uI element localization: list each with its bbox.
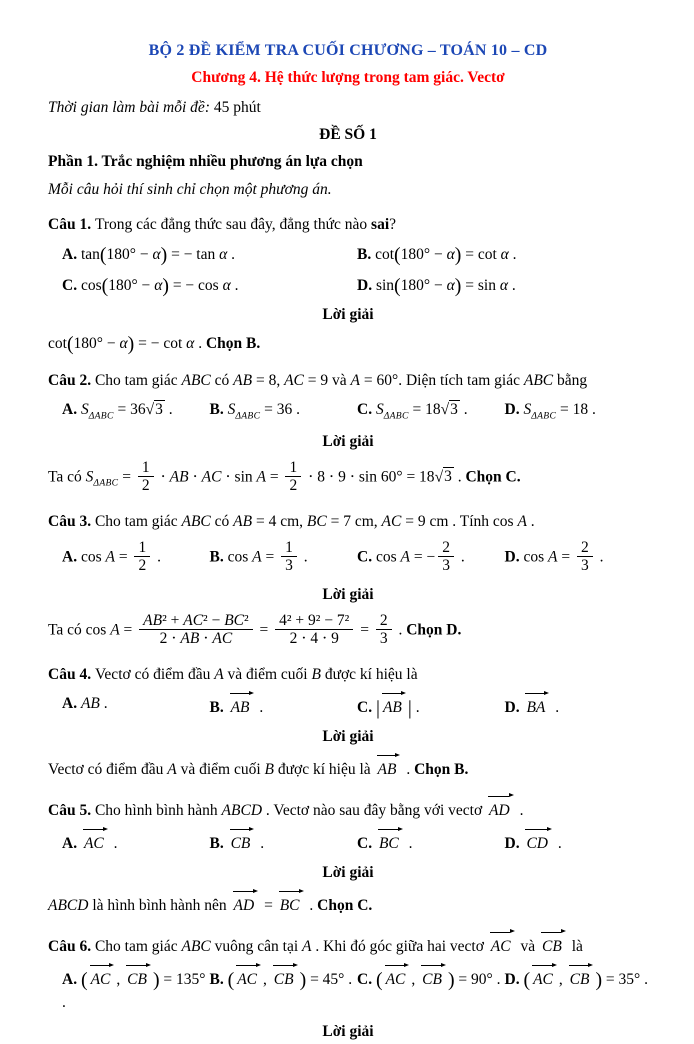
option-A: A. AC . <box>62 828 206 855</box>
options-grid <box>48 243 648 298</box>
option-A: A. AB . <box>62 694 108 712</box>
options-grid <box>48 398 648 424</box>
vector-arrow-overline: CB <box>230 829 254 855</box>
option-D: D. BA . <box>505 692 649 719</box>
solution-heading: Lời giải <box>322 1023 374 1041</box>
option-key: A. <box>62 970 81 988</box>
vector-arrow-overline: AC <box>83 829 107 855</box>
option-D: D. $S_{\Delta ABC} = 18$ . <box>504 400 596 422</box>
vector-arrow-overline: BA <box>525 693 548 719</box>
question-stem <box>48 795 648 822</box>
option-key: A. <box>62 834 81 852</box>
options-grid <box>48 539 648 577</box>
vector-arrow-overline: AC <box>236 965 260 991</box>
vector-arrow-overline: AD <box>488 796 513 822</box>
question-stem-runs: Cho tam giác ABC vuông cân tại A . Khi đó góc giữa hai vectơ AC và CB là <box>95 938 583 955</box>
sqrt-radical: √3 <box>440 400 458 418</box>
option-key: A. <box>62 548 81 566</box>
options-grid <box>48 828 648 855</box>
question-label: Câu 4. <box>48 665 95 683</box>
question-stem <box>48 213 648 236</box>
vector-arrow-overline: CB <box>421 965 445 991</box>
vector-arrow-overline: AD <box>233 891 258 917</box>
option-B: B. cos A = $\frac{1}{3}$ . <box>209 538 308 575</box>
vector-arrow-overline: CB <box>126 965 150 991</box>
doc-subtitle: Chương 4. Hệ thức lượng trong tam giác. Vectơ <box>191 69 505 87</box>
solution-heading: Lời giải <box>322 306 374 324</box>
option-key: B. <box>209 698 228 716</box>
question-block <box>48 931 648 1044</box>
vector-arrow-overline: CB <box>569 965 593 991</box>
option-key: D. <box>504 698 524 716</box>
question-stem-runs: Cho tam giác ABC có AB = 4 cm, BC = 7 cm, AC = 9 cm . Tính cos A . <box>94 512 535 530</box>
question-stem <box>48 931 648 958</box>
option-key: B. <box>209 548 228 566</box>
question-label: Câu 6. <box>48 937 95 955</box>
solution-heading: Lời giải <box>322 728 374 745</box>
duration-label: Thời gian làm bài mỗi đề: <box>48 98 210 116</box>
vector-arrow-overline: AC <box>385 965 409 991</box>
option-key: C. <box>357 698 376 716</box>
option-key: C. <box>357 834 376 852</box>
questions-container <box>48 213 648 1043</box>
vector-arrow-overline: CD <box>525 829 551 855</box>
option-key: C. <box>357 548 376 566</box>
sqrt-radical: √3 <box>145 400 163 418</box>
question-label: Câu 3. <box>48 512 95 530</box>
options-grid <box>48 964 648 1015</box>
sqrt-radical: √3 <box>434 468 452 486</box>
solution-line: Ta có $S_{\Delta ABC}$ = $\frac{1}{2}$ ⋅ AB ⋅ AC ⋅ sin A = $\frac{1}{2}$ ⋅ 8 ⋅ 9 ⋅ sin 60° = 18√3 . Chọn C. <box>48 458 521 495</box>
option-key: B. <box>209 970 228 988</box>
option-C: C. BC . <box>357 828 501 855</box>
option-B: B. cot(180° − α) = cot α . <box>357 243 517 266</box>
vector-arrow-overline: AB <box>377 755 400 781</box>
option-key: C. <box>357 400 376 418</box>
vector-arrow-overline: BC <box>279 891 303 917</box>
option-C: C. | AB | . <box>357 692 501 719</box>
option-key: D. <box>504 400 524 418</box>
option-key: D. <box>504 970 524 988</box>
question-stem-runs: Trong các đẳng thức sau đây, đẳng thức nào sai? <box>94 216 397 234</box>
question-stem <box>48 663 648 686</box>
option-key: C. <box>357 970 376 988</box>
option-key: C. <box>62 276 81 294</box>
option-B: B. AB . <box>210 692 354 719</box>
options-grid <box>48 692 648 719</box>
option-key: B. <box>357 245 376 263</box>
vector-arrow-overline: BC <box>378 829 402 855</box>
option-key: B. <box>209 834 228 852</box>
question-stem-runs: Cho hình bình hành ABCD . Vectơ nào sau đây bằng với vectơ AD . <box>95 802 524 819</box>
solution-line: Vectơ có điểm đầu A và điểm cuối B được kí hiệu là AB . Chọn B. <box>48 754 648 781</box>
option-B: B. ( AC , CB ) = 45° . <box>210 964 354 1015</box>
option-C: C. $S_{\Delta ABC} = 18√3$ . <box>357 400 468 422</box>
question-block <box>48 663 648 782</box>
option-key: D. <box>357 276 376 294</box>
option-D: D. sin(180° − α) = sin α . <box>357 274 516 297</box>
option-key: D. <box>504 834 524 852</box>
solution-line: Ta có cos A = $\frac{\text{AB² + AC² − BC²}}{2 \cdot AB \cdot AC}$ = $\frac{\text{4² + 9² − 7²}}{2 \cdot 4 \cdot 9}$ = $\frac{2}{3}$ . Chọn D. <box>48 611 462 648</box>
option-A: A. ( AC , CB ) = 135° . <box>62 964 206 1015</box>
option-key: D. <box>504 548 524 566</box>
vector-arrow-overline: AB <box>382 693 405 719</box>
question-label: Câu 5. <box>48 801 95 819</box>
option-D: D. ( AC , CB ) = 35° . <box>505 964 649 1015</box>
solution-line: cot(180° − α) = − cot α . Chọn B. <box>48 333 261 356</box>
option-D: D. cos A = $\frac{2}{3}$ . <box>504 538 604 575</box>
part-note: Mỗi câu hỏi thí sinh chỉ chọn một phương án. <box>48 180 332 198</box>
option-A: A. cos A = $\frac{1}{2}$ . <box>62 538 161 575</box>
solution-heading: Lời giải <box>322 432 374 450</box>
question-stem-runs: Vectơ có điểm đầu A và điểm cuối B được kí hiệu là <box>94 665 418 683</box>
question-label: Câu 1. <box>48 216 95 234</box>
option-B: B. CB . <box>210 828 354 855</box>
question-block <box>48 510 648 650</box>
vector-arrow-overline: AC <box>490 932 514 958</box>
doc-title: BỘ 2 ĐỀ KIỂM TRA CUỐI CHƯƠNG – TOÁN 10 – CD <box>148 42 548 59</box>
exam-number: ĐỀ SỐ 1 <box>319 126 377 144</box>
option-A: A. tan(180° − α) = − tan α . <box>62 243 236 266</box>
option-C: C. cos A = − $\frac{2}{3}$ . <box>357 538 465 575</box>
option-key: A. <box>62 245 81 263</box>
solution-heading: Lời giải <box>322 585 374 603</box>
option-key: A. <box>62 694 81 712</box>
question-block <box>48 369 648 497</box>
part-heading: Phần 1. Trắc nghiệm nhiều phương án lựa chọn <box>48 153 363 171</box>
option-C: C. ( AC , CB ) = 90° . <box>357 964 501 1015</box>
solution-heading: Lời giải <box>322 864 374 881</box>
option-key: A. <box>62 400 81 418</box>
option-D: D. CD . <box>505 828 649 855</box>
question-block <box>48 213 648 355</box>
vector-arrow-overline: AC <box>90 965 114 991</box>
solution-line: ABCD là hình bình hành nên AD = BC . Chọn C. <box>48 890 648 917</box>
duration-value: 45 phút <box>209 98 261 116</box>
option-key: B. <box>209 400 228 418</box>
vector-arrow-overline: CB <box>273 965 297 991</box>
question-block <box>48 795 648 918</box>
option-C: C. cos(180° − α) = − cos α . <box>62 274 239 297</box>
vector-arrow-overline: CB <box>541 932 565 958</box>
duration-line <box>48 98 648 118</box>
question-stem <box>48 510 648 533</box>
question-stem <box>48 369 648 392</box>
vector-arrow-overline: AB <box>230 693 253 719</box>
option-A: A. $S_{\Delta ABC} = 36√3$ . <box>62 400 173 422</box>
question-stem-runs: Cho tam giác ABC có AB = 8, AC = 9 và A = 60°. Diện tích tam giác ABC bằng <box>94 371 588 389</box>
question-label: Câu 2. <box>48 371 95 389</box>
vector-arrow-overline: AC <box>532 965 556 991</box>
option-B: B. $S_{\Delta ABC} = 36$ . <box>209 400 301 422</box>
